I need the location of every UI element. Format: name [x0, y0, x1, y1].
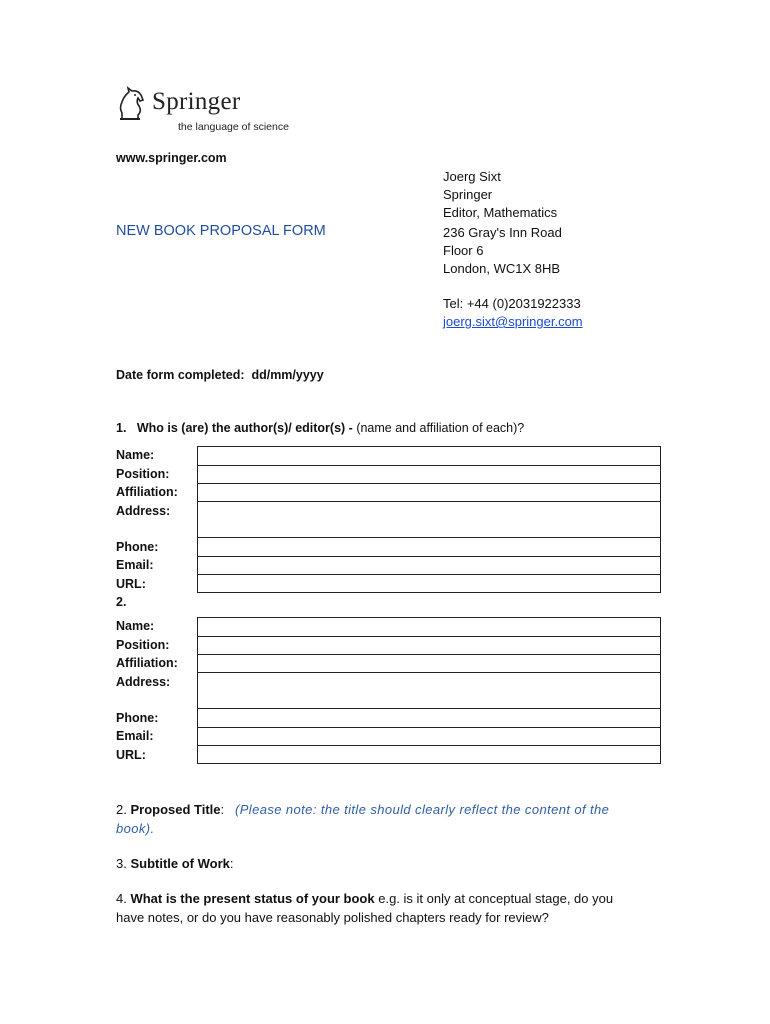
author2-phone-field[interactable]	[198, 709, 660, 728]
author2-name-field[interactable]	[198, 618, 660, 637]
author2-address-field[interactable]	[198, 673, 660, 709]
q1-number: 1.	[116, 421, 127, 435]
author1-address-field[interactable]	[198, 502, 660, 538]
author1-position-field[interactable]	[198, 466, 660, 484]
q3-prefix: 3.	[116, 856, 131, 871]
author1-fields-grid	[197, 446, 661, 593]
author1-position-label: Position:	[116, 467, 170, 481]
q4-line2: have notes, or do you have reasonably polished chapters ready for review?	[116, 909, 549, 925]
q4-bold: What is the present status of your book	[130, 891, 375, 906]
author2-affiliation-field[interactable]	[198, 655, 660, 673]
q1-bold: Who is (are) the author(s)/ editor(s) -	[136, 421, 353, 435]
contact-floor: Floor 6	[443, 243, 484, 258]
date-form-row	[116, 368, 324, 382]
author2-name-label: Name:	[116, 619, 155, 633]
author2-affiliation-label: Affiliation:	[116, 656, 178, 670]
contact-tel: Tel: +44 (0)2031922333	[443, 296, 581, 311]
author2-phone-label: Phone:	[116, 711, 159, 725]
date-form-label: Date form completed:	[116, 368, 245, 382]
q4-prefix: 4.	[116, 891, 131, 906]
q3-bold: Subtitle of Work	[130, 856, 230, 871]
author1-address-label: Address:	[116, 504, 171, 518]
contact-name: Joerg Sixt	[443, 169, 501, 184]
contact-role: Editor, Mathematics	[443, 205, 558, 220]
q2-note-line1: (Please note: the title should clearly reflect the content of the	[235, 802, 610, 817]
contact-street: 236 Gray's Inn Road	[443, 225, 562, 240]
website-link[interactable]: www.springer.com	[116, 151, 227, 165]
q2-note-line2: book).	[116, 820, 155, 836]
contact-company: Springer	[443, 187, 493, 202]
author1-url-label: URL:	[116, 577, 146, 591]
author1-email-field[interactable]	[198, 557, 660, 575]
author1-affiliation-label: Affiliation:	[116, 485, 178, 499]
contact-email-link[interactable]: joerg.sixt@springer.com	[443, 314, 583, 329]
author2-email-label: Email:	[116, 729, 154, 743]
second-author-number: 2.	[116, 595, 127, 609]
author2-position-field[interactable]	[198, 637, 660, 655]
q1-rest: (name and affiliation of each)?	[352, 421, 525, 435]
author2-fields-grid	[197, 617, 661, 764]
q3-colon: :	[229, 856, 234, 871]
brand-tagline: the language of science	[178, 121, 289, 133]
springer-knight-icon	[116, 86, 146, 122]
author2-email-field[interactable]	[198, 728, 660, 746]
author1-name-field[interactable]	[198, 447, 660, 466]
author2-url-label: URL:	[116, 748, 146, 762]
question-4	[116, 890, 661, 927]
author1-phone-label: Phone:	[116, 540, 159, 554]
author1-url-field[interactable]	[198, 575, 660, 593]
contact-city: London, WC1X 8HB	[443, 261, 561, 276]
q2-colon: :	[220, 802, 225, 817]
author1-affiliation-field[interactable]	[198, 484, 660, 502]
form-title: NEW BOOK PROPOSAL FORM	[116, 223, 326, 239]
question-2	[116, 801, 661, 838]
author2-address-label: Address:	[116, 675, 171, 689]
q2-bold: Proposed Title	[130, 802, 221, 817]
author2-position-label: Position:	[116, 638, 170, 652]
question-1	[116, 421, 524, 435]
author2-url-field[interactable]	[198, 746, 660, 764]
date-form-value[interactable]: dd/mm/yyyy	[251, 368, 324, 382]
author1-email-label: Email:	[116, 558, 154, 572]
q2-prefix: 2.	[116, 802, 131, 817]
brand-name: Springer	[152, 88, 241, 115]
author1-name-label: Name:	[116, 448, 155, 462]
q4-rest-line1: e.g. is it only at conceptual stage, do you	[374, 891, 614, 906]
author1-phone-field[interactable]	[198, 538, 660, 557]
springer-logo	[116, 86, 316, 136]
question-3	[116, 855, 661, 874]
